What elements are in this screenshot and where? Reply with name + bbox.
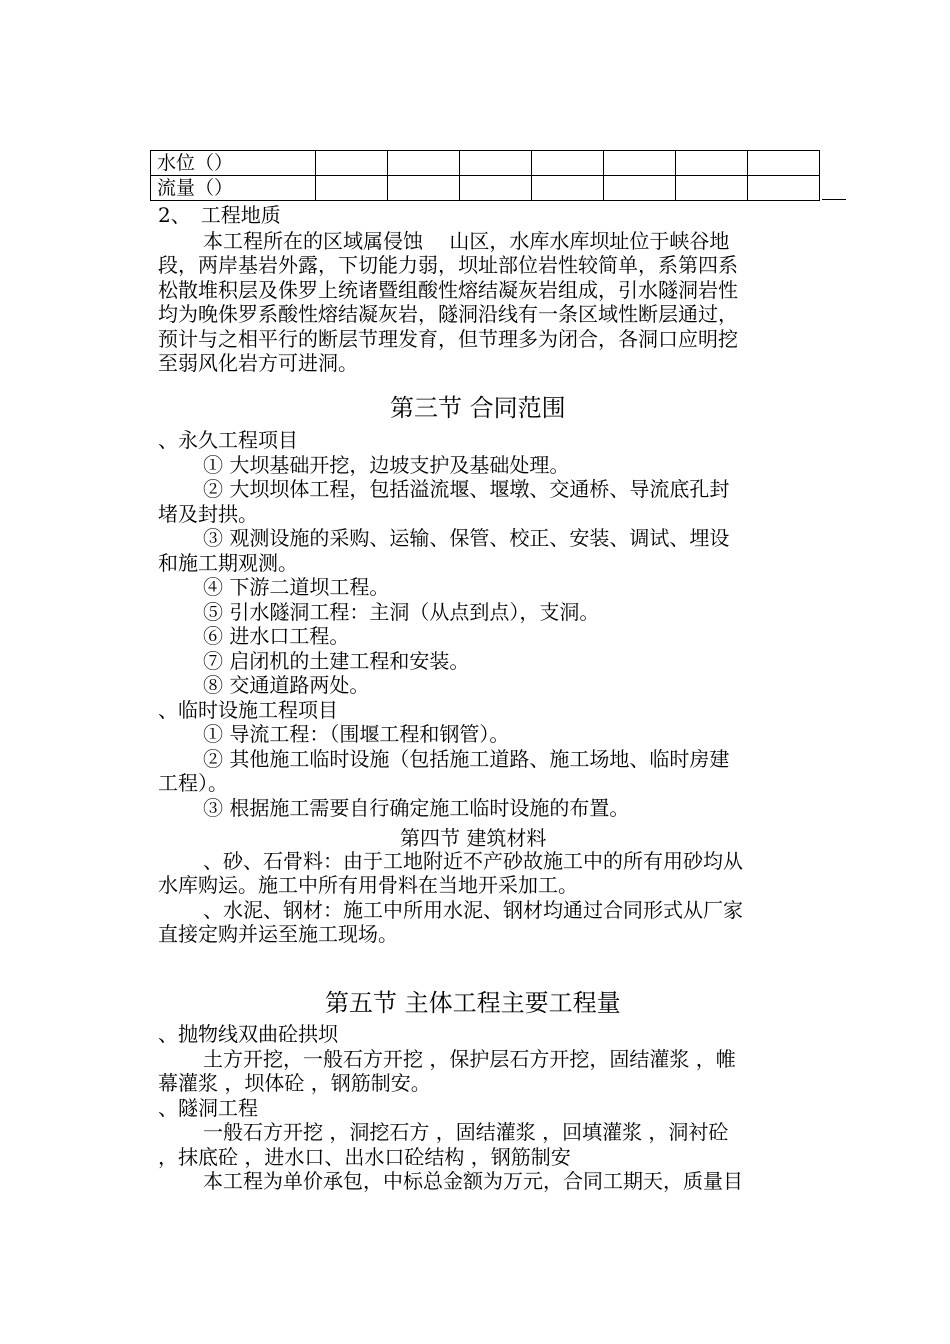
permanent-item: ③ 观测设施的采购、运输、保管、校正、安装、调试、埋设 xyxy=(203,526,730,550)
permanent-item: ⑤ 引水隧洞工程：主洞（从点到点），支洞。 xyxy=(203,600,600,624)
geology-line: 本工程所在的区域属侵蚀 山区，水库水库坝址位于峡谷地 xyxy=(203,229,730,253)
permanent-item: ⑦ 启闭机的土建工程和安装。 xyxy=(203,649,470,673)
temporary-works-heading: 、临时设施工程项目 xyxy=(158,698,338,722)
table-cell xyxy=(388,176,460,201)
permanent-item: ⑧ 交通道路两处。 xyxy=(203,673,370,697)
geology-heading: 2、 工程地质 xyxy=(158,203,281,227)
geology-line: 均为晚侏罗系酸性熔结凝灰岩，隧洞沿线有一条区域性断层通过， xyxy=(158,302,738,326)
table-row-label: 水位（） xyxy=(151,151,316,176)
section4-title: 第四节 建筑材料 xyxy=(400,826,547,850)
geology-line: 至弱风化岩方可进洞。 xyxy=(158,351,358,375)
table-cell xyxy=(604,151,676,176)
geology-line: 预计与之相平行的断层节理发育，但节理多为闭合，各洞口应明挖 xyxy=(158,327,738,351)
materials-line: 直接定购并运至施工现场。 xyxy=(158,922,398,946)
quantities-line: 土方开挖，一般石方开挖 ，保护层石方开挖，固结灌浆 ，帷 xyxy=(203,1047,736,1071)
table-cell xyxy=(748,151,820,176)
table-bottom-rule xyxy=(822,199,846,200)
section5-title: 第五节 主体工程主要工程量 xyxy=(325,989,621,1017)
temporary-item: ① 导流工程：（围堰工程和钢管）。 xyxy=(203,722,510,746)
permanent-item: ④ 下游二道坝工程。 xyxy=(203,575,390,599)
table-cell xyxy=(532,151,604,176)
table-row-label: 流量（） xyxy=(151,176,316,201)
permanent-item-cont: 和施工期观测。 xyxy=(158,551,298,575)
table-cell xyxy=(316,151,388,176)
materials-line: 水库购运。施工中所有用骨料在当地开采加工。 xyxy=(158,873,578,897)
table-row xyxy=(151,151,820,176)
table-cell xyxy=(316,176,388,201)
table-cell xyxy=(748,176,820,201)
table-cell xyxy=(388,151,460,176)
table-cell xyxy=(460,176,532,201)
geology-line: 段，两岸基岩外露，下切能力弱，坝址部位岩性较简单，系第四系 xyxy=(158,253,738,277)
table-cell xyxy=(676,176,748,201)
quantities-line: 幕灌浆 ，坝体砼 ，钢筋制安。 xyxy=(158,1071,431,1095)
table-row xyxy=(151,176,820,201)
section3-title: 第三节 合同范围 xyxy=(390,394,566,422)
temporary-item-cont: 工程）。 xyxy=(158,771,228,795)
temporary-item: ② 其他施工临时设施（包括施工道路、施工场地、临时房建 xyxy=(203,747,730,771)
temporary-item: ③ 根据施工需要自行确定施工临时设施的布置。 xyxy=(203,796,630,820)
quantities-line: ，抹底砼 ，进水口、出水口砼结构 ，钢筋制安 xyxy=(158,1145,571,1169)
permanent-works-heading: 、永久工程项目 xyxy=(158,428,298,452)
quantities-heading: 、隧洞工程 xyxy=(158,1096,258,1120)
table-cell xyxy=(460,151,532,176)
table-cell xyxy=(532,176,604,201)
table-cell xyxy=(676,151,748,176)
permanent-item: ⑥ 进水口工程。 xyxy=(203,624,350,648)
quantities-line: 一般石方开挖 ，洞挖石方 ，固结灌浆 ，回填灌浆 ，洞衬砼 xyxy=(203,1120,729,1144)
quantities-heading: 、抛物线双曲砼拱坝 xyxy=(158,1022,338,1046)
geology-line: 松散堆积层及侏罗上统诸暨组酸性熔结凝灰岩组成，引水隧洞岩性 xyxy=(158,278,738,302)
materials-line: 、水泥、钢材：施工中所用水泥、钢材均通过合同形式从厂家 xyxy=(203,898,743,922)
quantities-line: 本工程为单价承包，中标总金额为万元，合同工期天，质量目 xyxy=(203,1169,743,1193)
permanent-item: ① 大坝基础开挖，边坡支护及基础处理。 xyxy=(203,453,570,477)
materials-line: 、砂、石骨料：由于工地附近不产砂故施工中的所有用砂均从 xyxy=(203,849,743,873)
table-cell xyxy=(604,176,676,201)
permanent-item-cont: 堵及封拱。 xyxy=(158,502,258,526)
permanent-item: ② 大坝坝体工程，包括溢流堰、堰墩、交通桥、导流底孔封 xyxy=(203,477,730,501)
hydrology-table xyxy=(150,150,820,201)
